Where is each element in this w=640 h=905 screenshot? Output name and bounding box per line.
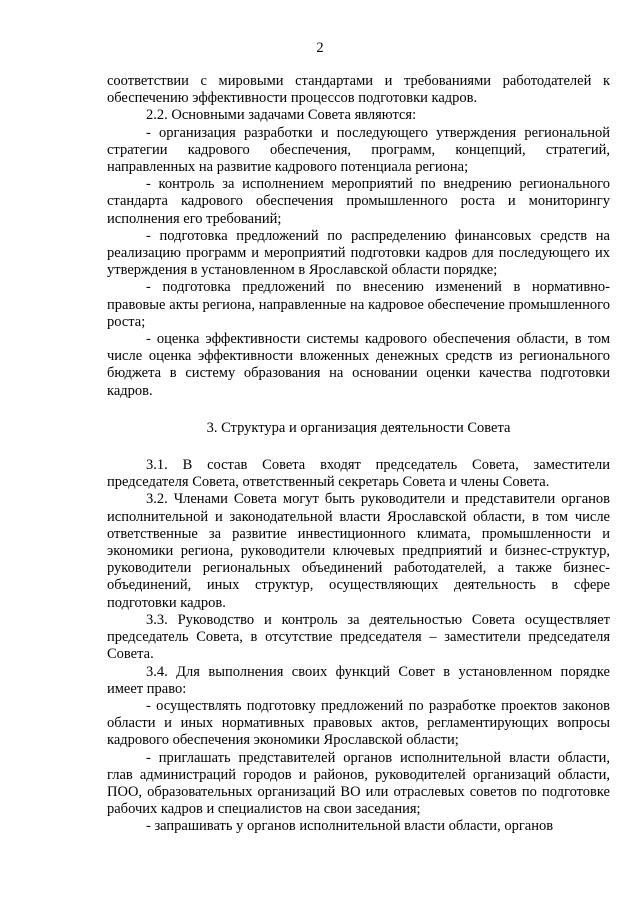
document-body bbox=[107, 73, 610, 836]
list-item: - организация разработки и последующего утверждения региональной стратегии кадрового обеспечения, программ, концепций, стратегий, направленных на развитие кадрового потенциала региона; bbox=[107, 124, 610, 176]
list-item: - контроль за исполнением мероприятий по внедрению регионального стандарта кадрового обеспечения промышленного роста и мониторингу исполнения его требований; bbox=[107, 176, 610, 227]
paragraph: 3.4. Для выполнения своих функций Совет в установленном порядке имеет право: bbox=[107, 663, 610, 697]
section-heading: 3. Структура и организация деятельности Совета bbox=[206, 419, 511, 436]
paragraph: соответствии с мировыми стандартами и требованиями работодателей к обеспечению эффективности процессов подготовки кадров. bbox=[107, 73, 610, 107]
list-item: - подготовка предложений по распределению финансовых средств на реализацию программ и мероприятий подготовки кадров для последующего их утверждения в установленном в Ярославской области порядке; bbox=[107, 227, 610, 279]
list-item: - подготовка предложений по внесению изменений в нормативно-правовые акты региона, направленные на кадровое обеспечение промышленного роста; bbox=[107, 279, 610, 330]
list-item: - запрашивать у органов исполнительной власти области, органов bbox=[146, 818, 554, 835]
paragraph: 2.2. Основными задачами Совета являются: bbox=[146, 107, 417, 124]
paragraph: 3.3. Руководство и контроль за деятельностью Совета осуществляет председатель Совета, в отсутствие председателя – заместители председателя Совета. bbox=[107, 611, 610, 663]
section-3-text bbox=[107, 457, 610, 835]
paragraph: 3.1. В состав Совета входят председатель Совета, заместители председателя Совета, ответственный секретарь Совета и члены Совета. bbox=[107, 457, 610, 491]
section-2-text bbox=[107, 73, 610, 400]
list-item: - приглашать представителей органов исполнительной власти области, глав администраций городов и районов, руководителей организаций области, ПОО, образовательных организаций ВО или отраслевых советов по подготовке рабочих кадров и специалистов на свои заседания; bbox=[107, 749, 610, 818]
page-number: 2 bbox=[316, 40, 324, 56]
list-item: - осуществлять подготовку предложений по разработке проектов законов области и иных нормативных правовых актов, регламентирующих вопросы кадрового обеспечения экономики Ярославской области; bbox=[107, 697, 610, 749]
list-item: - оценка эффективности системы кадрового обеспечения области, в том числе оценка эффективности вложенных денежных средств из регионального бюджета в систему образования на основании оценки качества подготовки кадров. bbox=[107, 331, 610, 399]
paragraph: 3.2. Членами Совета могут быть руководители и представители органов исполнительной и законодательной власти Ярославской области, в том числе ответственные за развитие инвестиционного климата, промышленности и экономики региона, руководители ключевых предприятий и бизнес-структур, руководители региональных объединений работодателей, а также бизнес-объединений, иных структур, осуществляющих деятельность в сфере подготовки кадров. bbox=[107, 491, 610, 611]
